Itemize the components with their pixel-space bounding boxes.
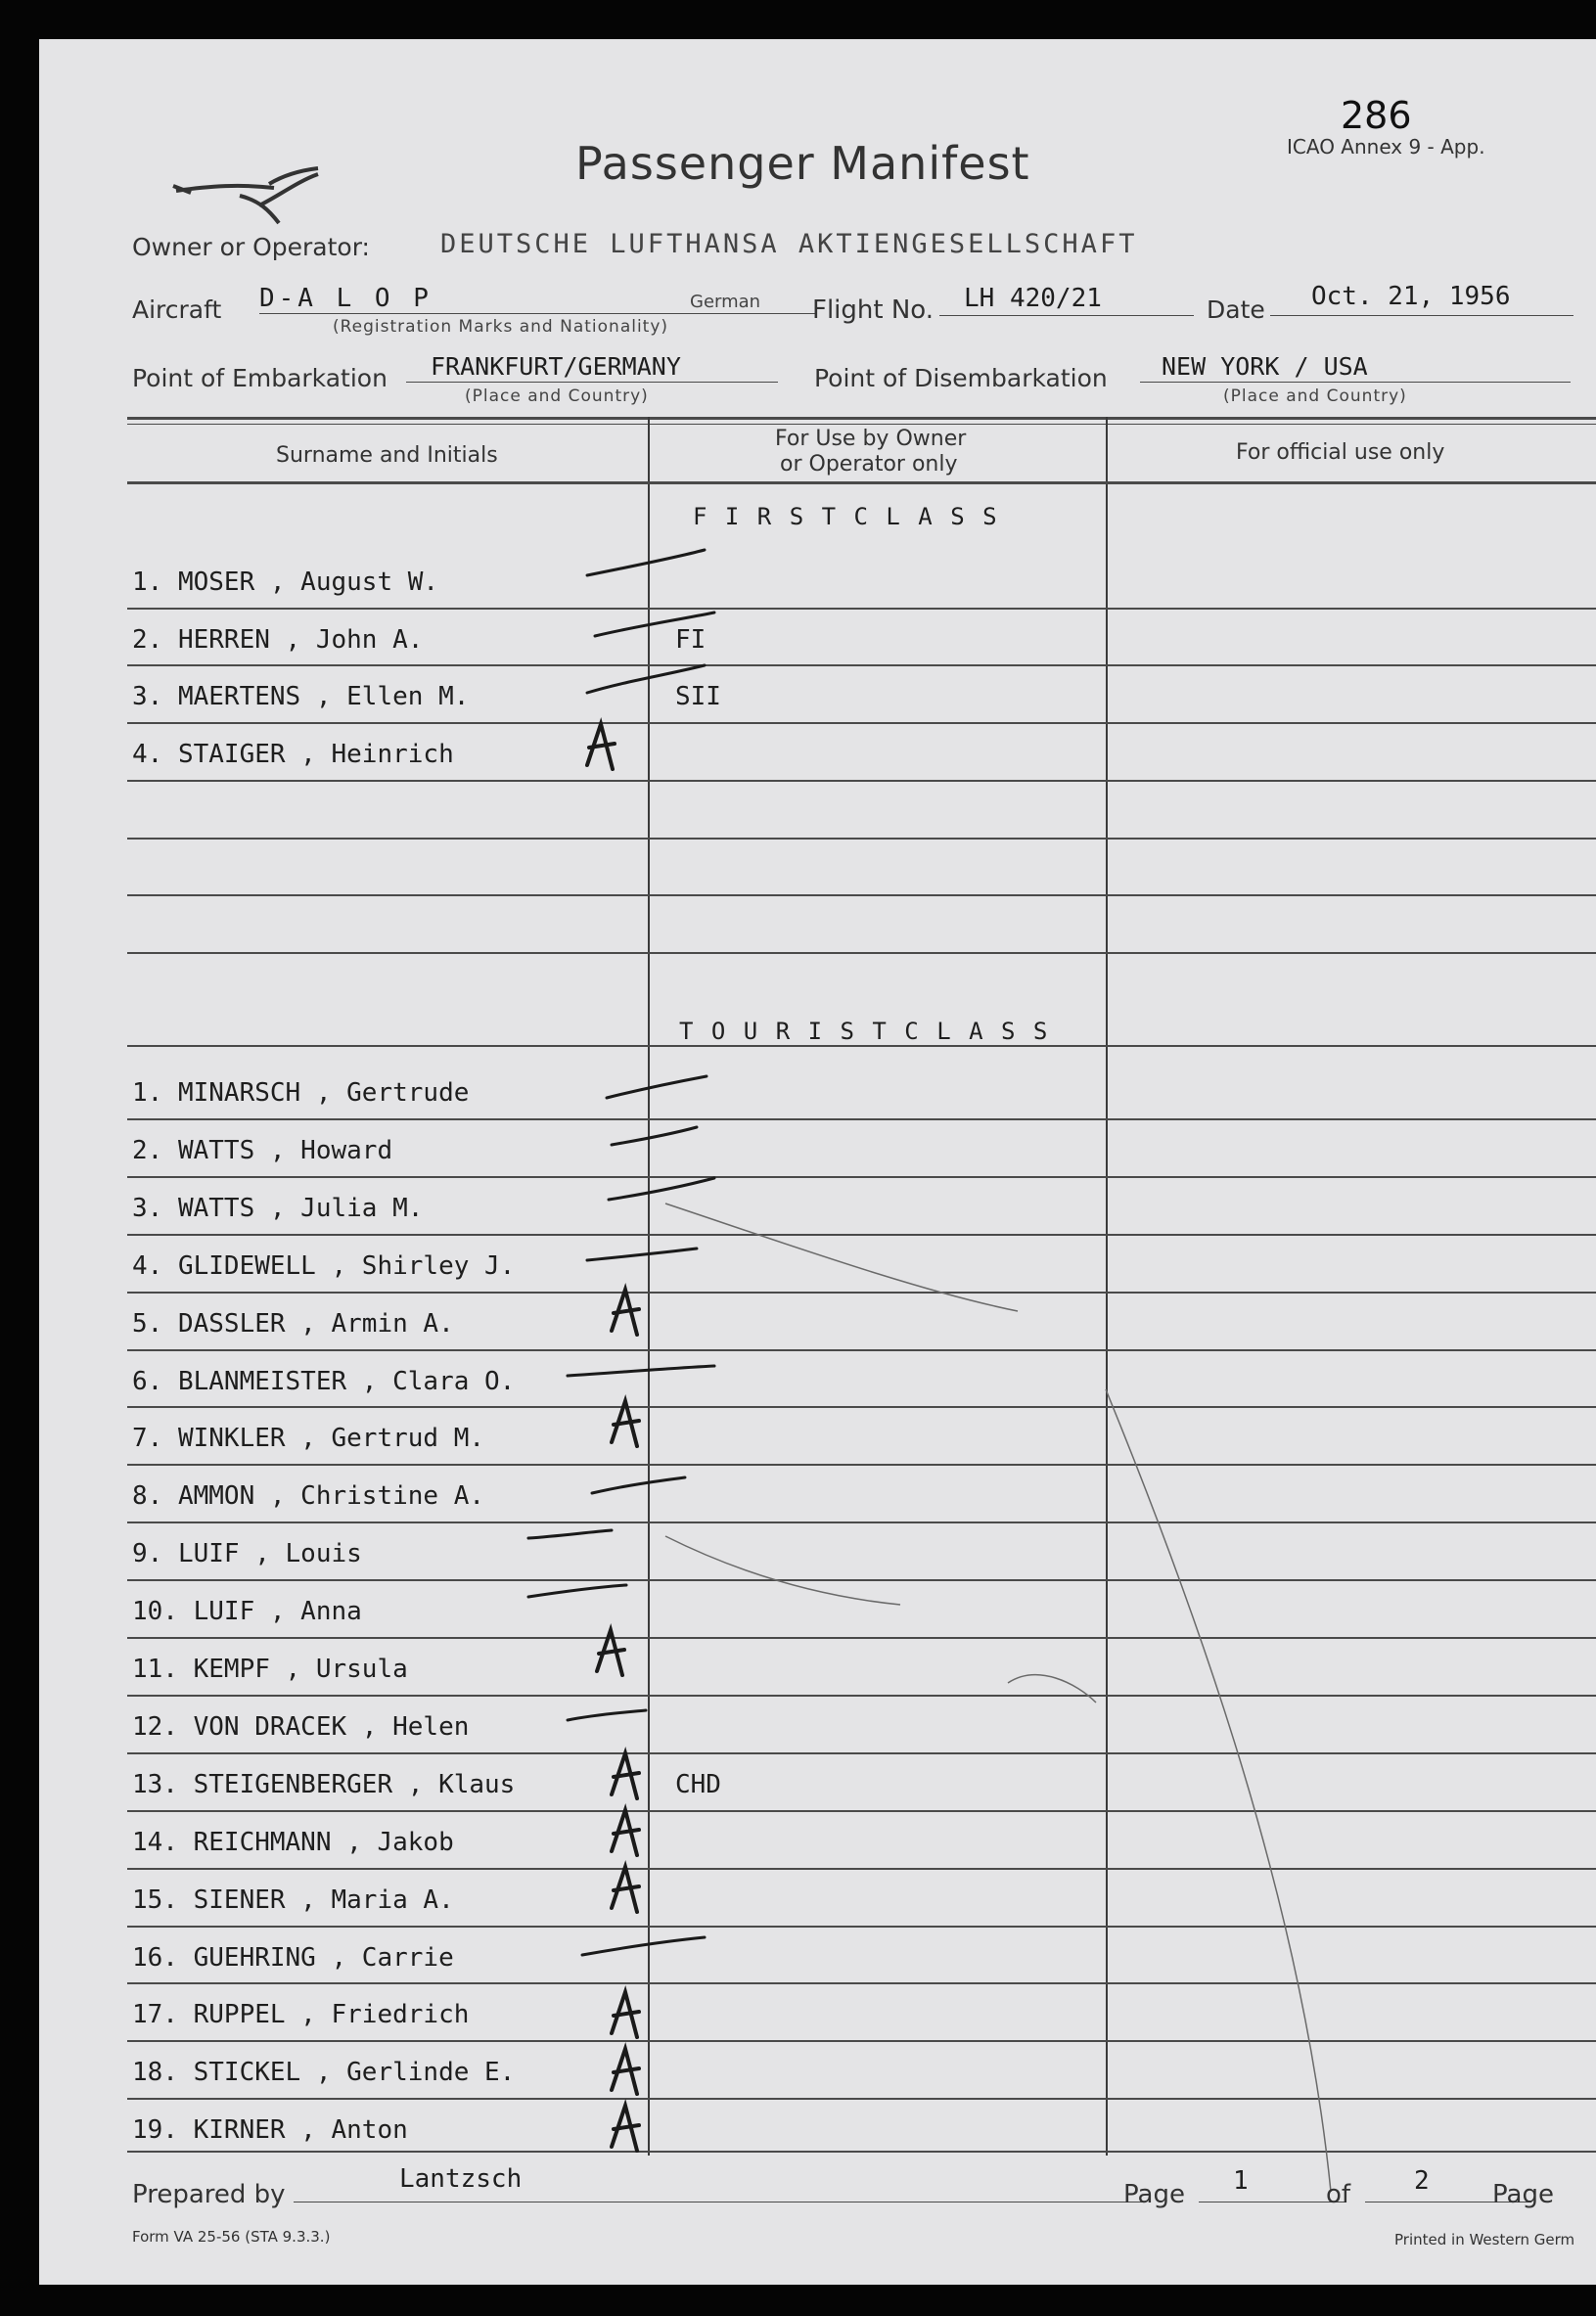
- form-reference: Form VA 25-56 (STA 9.3.3.): [132, 2228, 331, 2246]
- passenger-name: 17. RUPPEL , Friedrich: [132, 2000, 470, 2030]
- column-header-owner-use-2: or Operator only: [780, 452, 958, 477]
- disembarkation-value: NEW YORK / USA: [1162, 352, 1368, 381]
- passenger-name: 10. LUIF , Anna: [132, 1597, 362, 1627]
- page-title: Passenger Manifest: [575, 137, 1030, 190]
- disembarkation-caption: (Place and Country): [1223, 386, 1407, 406]
- passenger-name: 7. WINKLER , Gertrud M.: [132, 1424, 485, 1454]
- manifest-sheet: [39, 39, 1596, 2285]
- passenger-name: 15. SIENER , Maria A.: [132, 1885, 454, 1915]
- of-value: 2: [1414, 2166, 1430, 2196]
- first-class-heading: F I R S T C L A S S: [693, 503, 999, 530]
- check-stroke: [609, 1178, 714, 1200]
- date-value: Oct. 21, 1956: [1311, 282, 1511, 311]
- nationality-value: German: [690, 292, 761, 312]
- passenger-name: 8. AMMON , Christine A.: [132, 1481, 485, 1512]
- pencil-stroke: [665, 1536, 900, 1605]
- owner-note: SII: [675, 682, 721, 712]
- check-stroke: [587, 550, 705, 575]
- passenger-name: 13. STEIGENBERGER , Klaus: [132, 1769, 516, 1799]
- check-stroke: [528, 1530, 612, 1538]
- passenger-name: 3. MAERTENS , Ellen M.: [132, 682, 470, 712]
- passenger-name: 14. REICHMANN , Jakob: [132, 1827, 454, 1857]
- check-stroke: [595, 613, 714, 636]
- check-stroke: [587, 1249, 697, 1260]
- page-number: 286: [1341, 94, 1412, 137]
- printed-in: Printed in Western Germ: [1394, 2231, 1575, 2248]
- embarkation-value: FRANKFURT/GERMANY: [431, 352, 681, 381]
- check-stroke: [568, 1366, 714, 1376]
- prepared-by-value: Lantzsch: [399, 2164, 523, 2194]
- passenger-name: 5. DASSLER , Armin A.: [132, 1308, 454, 1339]
- embarkation-caption: (Place and Country): [465, 386, 649, 406]
- pencil-stroke: [665, 1203, 1018, 1311]
- passenger-name: 6. BLANMEISTER , Clara O.: [132, 1366, 516, 1396]
- pencil-stroke: [1008, 1675, 1096, 1703]
- passenger-name: 4. GLIDEWELL , Shirley J.: [132, 1250, 516, 1281]
- page-label: Page: [1123, 2180, 1185, 2209]
- passenger-name: 2. HERREN , John A.: [132, 624, 424, 655]
- passenger-name: 9. LUIF , Louis: [132, 1539, 362, 1569]
- flight-label: Flight No.: [812, 295, 935, 325]
- passenger-name: 1. MOSER , August W.: [132, 568, 439, 597]
- owner-label: Owner or Operator:: [132, 233, 370, 261]
- owner-value: DEUTSCHE LUFTHANSA AKTIENGESELLSCHAFT: [440, 229, 1138, 259]
- owner-note: CHD: [675, 1769, 721, 1799]
- flight-value: LH 420/21: [964, 284, 1102, 313]
- check-stroke: [528, 1585, 626, 1597]
- column-header-official: For official use only: [1236, 440, 1445, 465]
- annex-reference: ICAO Annex 9 - App.: [1287, 135, 1485, 159]
- prepared-by-label: Prepared by: [132, 2180, 286, 2209]
- passenger-name: 12. VON DRACEK , Helen: [132, 1711, 470, 1742]
- check-stroke: [587, 665, 705, 693]
- passenger-name: 16. GUEHRING , Carrie: [132, 1942, 454, 1973]
- owner-note: FI: [675, 624, 707, 655]
- disembarkation-label: Point of Disembarkation: [814, 364, 1108, 392]
- aircraft-label: Aircraft: [132, 295, 222, 324]
- passenger-name: 4. STAIGER , Heinrich: [132, 740, 454, 770]
- handwritten-annotations: [39, 39, 1596, 2285]
- check-stroke: [612, 1127, 697, 1145]
- passenger-name: 1. MINARSCH , Gertrude: [132, 1078, 470, 1108]
- page-label-2: Page: [1492, 2180, 1554, 2209]
- check-stroke: [592, 1477, 685, 1493]
- of-label: of: [1326, 2180, 1351, 2209]
- date-label: Date: [1207, 295, 1265, 324]
- aircraft-caption: (Registration Marks and Nationality): [333, 317, 669, 337]
- passenger-name: 3. WATTS , Julia M.: [132, 1193, 424, 1223]
- check-stroke: [607, 1076, 707, 1098]
- column-header-owner-use: For Use by Owner: [775, 427, 967, 451]
- tourist-class-heading: T O U R I S T C L A S S: [679, 1018, 1050, 1045]
- passenger-name: 19. KIRNER , Anton: [132, 2115, 408, 2146]
- aircraft-value: D-A L O P: [259, 284, 433, 313]
- column-header-surname: Surname and Initials: [276, 443, 498, 468]
- passenger-name: 18. STICKEL , Gerlinde E.: [132, 2058, 516, 2088]
- page-value: 1: [1233, 2166, 1249, 2196]
- check-stroke: [582, 1937, 705, 1955]
- passenger-name: 11. KEMPF , Ursula: [132, 1655, 408, 1684]
- embarkation-label: Point of Embarkation: [132, 364, 388, 392]
- check-stroke: [568, 1710, 646, 1720]
- pencil-stroke: [1106, 1389, 1331, 2192]
- passenger-name: 2. WATTS , Howard: [132, 1135, 393, 1165]
